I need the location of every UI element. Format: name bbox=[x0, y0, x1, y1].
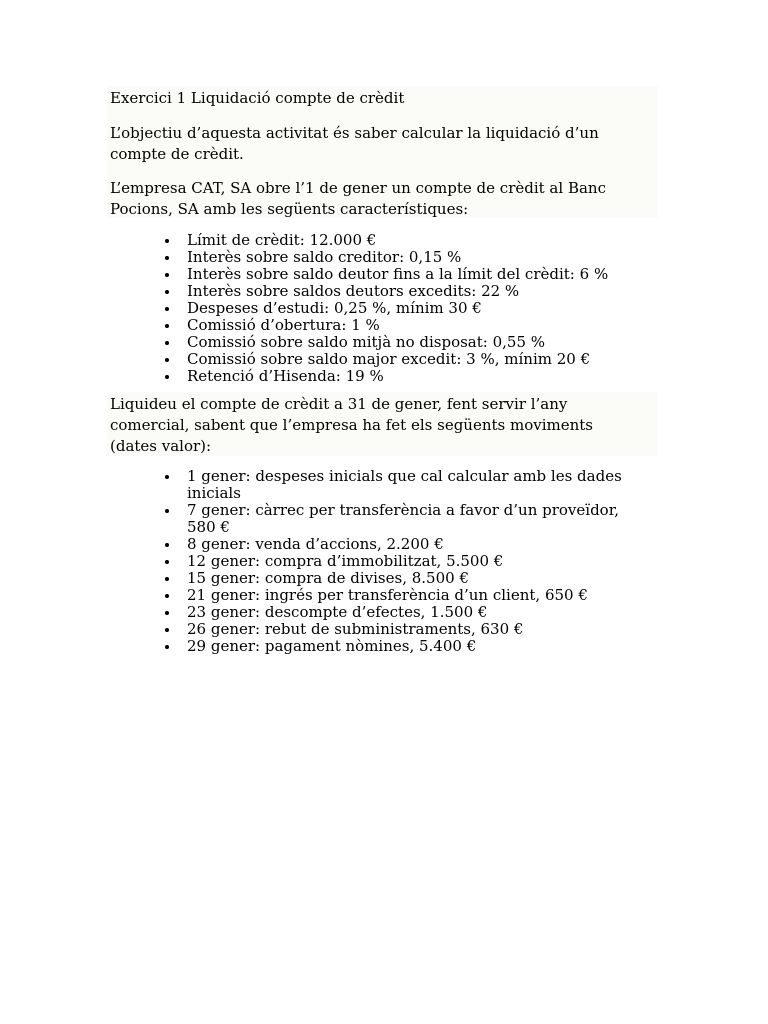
characteristic-text: Comissió d’obertura: 1 % bbox=[187, 316, 380, 334]
list-item bbox=[187, 232, 608, 249]
movement-text: 23 gener: descompte d’efectes, 1.500 € bbox=[187, 603, 488, 621]
characteristic-text: Límit de crèdit: 12.000 € bbox=[187, 231, 377, 249]
objective-paragraph bbox=[110, 123, 655, 165]
characteristic-text: Interès sobre saldos deutors excedits: 22 % bbox=[187, 282, 520, 300]
bullet-icon bbox=[165, 645, 169, 649]
exercise-title bbox=[110, 88, 655, 109]
movement-text: 7 gener: càrrec per transferència a favor d’un proveïdor, bbox=[187, 501, 619, 519]
bullet-icon bbox=[165, 324, 169, 328]
bullet-icon bbox=[165, 475, 169, 479]
list-item bbox=[187, 536, 622, 553]
movements-list bbox=[187, 468, 622, 655]
bullet-icon bbox=[165, 273, 169, 277]
list-item bbox=[187, 351, 608, 368]
movement-text: 1 gener: despeses inicials que cal calcular amb les dades bbox=[187, 467, 622, 485]
list-item bbox=[187, 317, 608, 334]
bullet-icon bbox=[165, 290, 169, 294]
movement-text: 8 gener: venda d’accions, 2.200 € bbox=[187, 535, 444, 553]
bullet-icon bbox=[165, 577, 169, 581]
bullet-icon bbox=[165, 509, 169, 513]
characteristic-text: Interès sobre saldo creditor: 0,15 % bbox=[187, 248, 462, 266]
list-item bbox=[187, 266, 608, 283]
list-item bbox=[187, 334, 608, 351]
bullet-icon bbox=[165, 256, 169, 260]
list-item bbox=[187, 283, 608, 300]
movement-text: 21 gener: ingrés per transferència d’un client, 650 € bbox=[187, 586, 588, 604]
list-item bbox=[187, 553, 622, 570]
intro-line: Pocions, SA amb les següents característiques: bbox=[110, 200, 469, 218]
instruction-line: comercial, sabent que l’empresa ha fet els següents moviments bbox=[110, 416, 594, 434]
list-item bbox=[187, 249, 608, 266]
intro-line: L’empresa CAT, SA obre l’1 de gener un compte de crèdit al Banc bbox=[110, 179, 606, 197]
characteristic-text: Comissió sobre saldo mitjà no disposat: 0,55 % bbox=[187, 333, 546, 351]
instruction-line: (dates valor): bbox=[110, 437, 212, 455]
list-item bbox=[187, 587, 622, 604]
instructions-paragraph bbox=[110, 394, 655, 457]
characteristic-text: Retenció d’Hisenda: 19 % bbox=[187, 367, 384, 385]
list-item bbox=[187, 570, 622, 587]
movement-text-continued: inicials bbox=[187, 484, 241, 502]
bullet-icon bbox=[165, 560, 169, 564]
bullet-icon bbox=[165, 594, 169, 598]
exercise-title-text: Exercici 1 Liquidació compte de crèdit bbox=[110, 89, 405, 107]
list-item bbox=[187, 502, 622, 536]
list-item bbox=[187, 368, 608, 385]
movement-text: 15 gener: compra de divises, 8.500 € bbox=[187, 569, 469, 587]
list-item bbox=[187, 468, 622, 502]
bullet-icon bbox=[165, 375, 169, 379]
bullet-icon bbox=[165, 543, 169, 547]
list-item bbox=[187, 638, 622, 655]
characteristics-list bbox=[187, 232, 608, 385]
movement-text: 12 gener: compra d’immobilitzat, 5.500 € bbox=[187, 552, 504, 570]
bullet-icon bbox=[165, 628, 169, 632]
characteristic-text: Interès sobre saldo deutor fins a la límit del crèdit: 6 % bbox=[187, 265, 609, 283]
bullet-icon bbox=[165, 358, 169, 362]
bullet-icon bbox=[165, 307, 169, 311]
intro-paragraph bbox=[110, 178, 655, 220]
bullet-icon bbox=[165, 611, 169, 615]
list-item bbox=[187, 621, 622, 638]
objective-line: compte de crèdit. bbox=[110, 145, 244, 163]
objective-line: L’objectiu d’aquesta activitat és saber calcular la liquidació d’un bbox=[110, 124, 599, 142]
characteristic-text: Comissió sobre saldo major excedit: 3 %, mínim 20 € bbox=[187, 350, 591, 368]
list-item bbox=[187, 604, 622, 621]
bullet-icon bbox=[165, 239, 169, 243]
movement-text: 29 gener: pagament nòmines, 5.400 € bbox=[187, 637, 477, 655]
movement-text: 26 gener: rebut de subministraments, 630 € bbox=[187, 620, 524, 638]
characteristic-text: Despeses d’estudi: 0,25 %, mínim 30 € bbox=[187, 299, 482, 317]
bullet-icon bbox=[165, 341, 169, 345]
list-item bbox=[187, 300, 608, 317]
movement-text-continued: 580 € bbox=[187, 518, 230, 536]
instruction-line: Liquideu el compte de crèdit a 31 de gener, fent servir l’any bbox=[110, 395, 568, 413]
